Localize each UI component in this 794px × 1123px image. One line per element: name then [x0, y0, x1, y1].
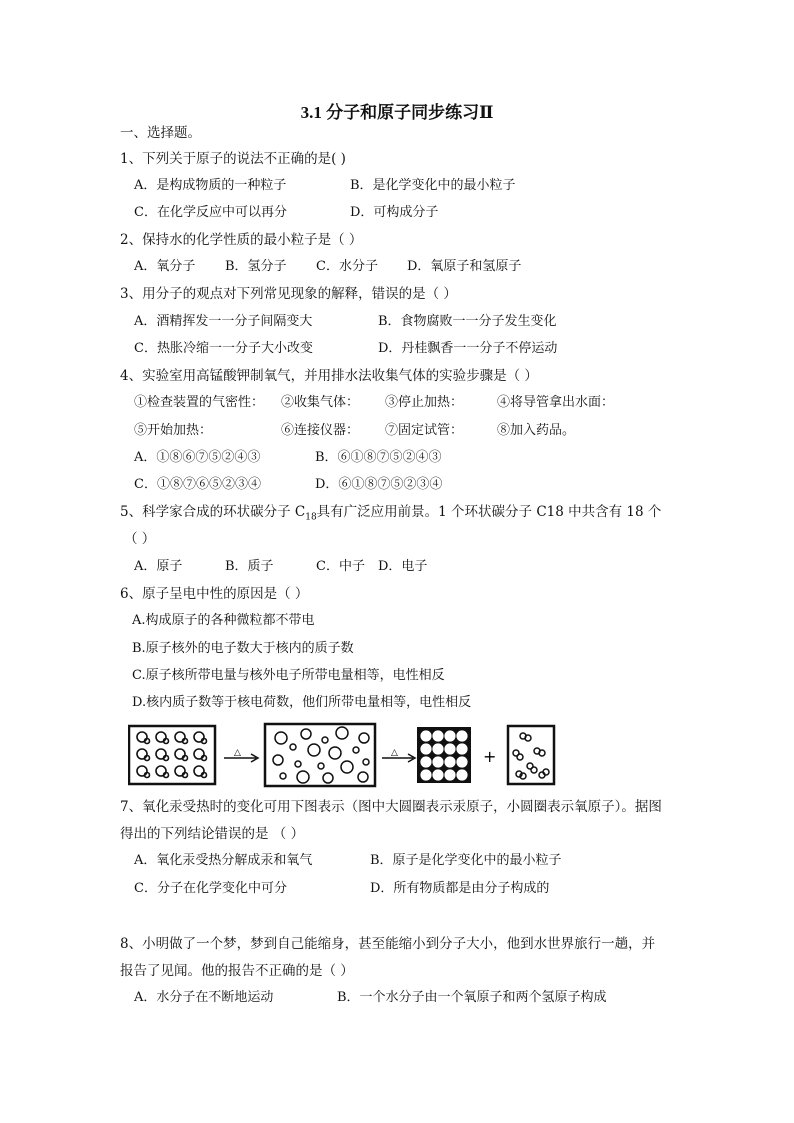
q5-option-b: B．质子: [225, 559, 274, 574]
q5-option-a: A．原子: [134, 559, 183, 574]
q1-option-d: D．可构成分子: [350, 205, 439, 220]
q3-option-a: A．酒精挥发一一分子间隔变大: [134, 314, 313, 329]
q4-option-a: A．①⑧⑥⑦⑤②④③: [134, 450, 261, 465]
q4-option-c: C．①⑧⑦⑥⑤②③④: [134, 477, 261, 492]
q8-stem-cont: 报告了见闻。他的报告不正确的是（ ）: [120, 963, 354, 979]
q5-stem-post: 具有广泛应用前景。1 个环状碳分子 C18 中共含有 18 个: [316, 504, 662, 520]
section-heading: 一、选择题。: [120, 125, 201, 141]
q3-option-d: D．丹桂飘香一一分子不停运动: [378, 341, 558, 356]
reaction-figure: [128, 720, 558, 794]
q7-option-a: A．氧化汞受热分解成汞和氧气: [134, 853, 313, 868]
mercuric-oxide-molecules: [137, 732, 207, 778]
q6-option-b: B.原子核外的电子数大于核内的质子数: [132, 641, 354, 656]
q2-option-c: C．水分子: [316, 259, 378, 274]
q3-stem: 3、用分子的观点对下列常见现象的解释，错误的是（ ）: [120, 286, 457, 302]
q5-stem-blank: （ ）: [124, 531, 156, 547]
q5-option-d: D．电子: [378, 559, 428, 574]
q1-stem: 1、下列关于原子的说法不正确的是( ): [120, 151, 346, 167]
q7-option-d: D．所有物质都是由分子构成的: [370, 881, 550, 896]
q4-step-5: ⑤开始加热：: [134, 423, 213, 438]
q6-option-c: C.原子核所带电量与核外电子所带电量相等，电性相反: [132, 668, 445, 683]
q3-option-b: B．食物腐败一一分子发生变化: [378, 314, 557, 329]
plus-sign: +: [483, 747, 497, 766]
q6-option-d: D.核内质子数等于核电荷数，他们所带电量相等，电性相反: [132, 695, 472, 710]
q4-step-2: ②收集气体：: [281, 395, 360, 410]
q4-step-1: ①检查装置的气密性：: [134, 395, 265, 410]
q3-option-c: C．热胀冷缩一一分子大小改变: [134, 341, 313, 356]
q4-step-3: ③停止加热：: [385, 395, 464, 410]
q7-option-c: C．分子在化学变化中可分: [134, 881, 287, 896]
q6-stem: 6、原子呈电中性的原因是（ ）: [120, 586, 309, 602]
q7-option-b: B．原子是化学变化中的最小粒子: [370, 853, 562, 868]
q4-option-d: D．⑥①⑧⑦⑤②③④: [315, 477, 443, 492]
q2-option-d: D．氧原子和氢原子: [407, 259, 522, 274]
oxygen-molecules: [513, 733, 549, 779]
q2-option-a: A．氧分子: [134, 259, 196, 274]
q1-option-b: B．是化学变化中的最小粒子: [350, 178, 516, 193]
q5-stem-subscript: 18: [305, 512, 317, 523]
q8-option-a: A．水分子在不断地运动: [134, 990, 274, 1005]
page-title: 3.1 分子和原子同步练习Ⅱ: [300, 103, 494, 122]
q6-option-a: A.构成原子的各种微粒都不带电: [132, 613, 315, 628]
q1-option-a: A．是构成物质的一种粒子: [134, 178, 287, 193]
reaction-diagram: [128, 720, 558, 790]
heat-symbol-2: △: [391, 748, 398, 758]
q4-step-8: ⑧加入药品。: [497, 423, 576, 438]
q4-stem: 4、实验室用高锰酸钾制氧气，并用排水法收集气体的实验步骤是（ ）: [120, 368, 538, 384]
q7-stem: 7、氧化汞受热时的变化可用下图表示（图中大圆圈表示汞原子，小圆圈表示氧原子）。据图: [120, 799, 662, 815]
q2-option-b: B．氢分子: [225, 259, 287, 274]
q8-stem: 8、小明做了一个梦，梦到自己能缩身，甚至能缩小到分子大小，他到水世界旅行一趟，并: [120, 936, 656, 952]
q7-stem-cont: 得出的下列结论错误的是 （ ）: [120, 826, 305, 842]
q4-option-b: B．⑥①⑧⑦⑤②④③: [315, 450, 442, 465]
q4-step-4: ④将导管拿出水面：: [497, 395, 615, 410]
q4-step-7: ⑦固定试管：: [385, 423, 464, 438]
q1-option-c: C．在化学反应中可以再分: [134, 205, 287, 220]
q4-step-6: ⑥连接仪器：: [281, 423, 360, 438]
separated-atoms: [273, 727, 369, 783]
q8-option-b: B．一个水分子由一个氧原子和两个氢原子构成: [337, 990, 607, 1005]
q2-stem: 2、保持水的化学性质的最小粒子是（ ）: [120, 232, 363, 248]
q5-stem: [120, 503, 661, 527]
q5-stem-pre: 5、科学家合成的环状碳分子 C: [120, 504, 306, 520]
q5-option-c: C．中子: [316, 559, 365, 574]
heat-symbol-1: △: [234, 748, 241, 758]
